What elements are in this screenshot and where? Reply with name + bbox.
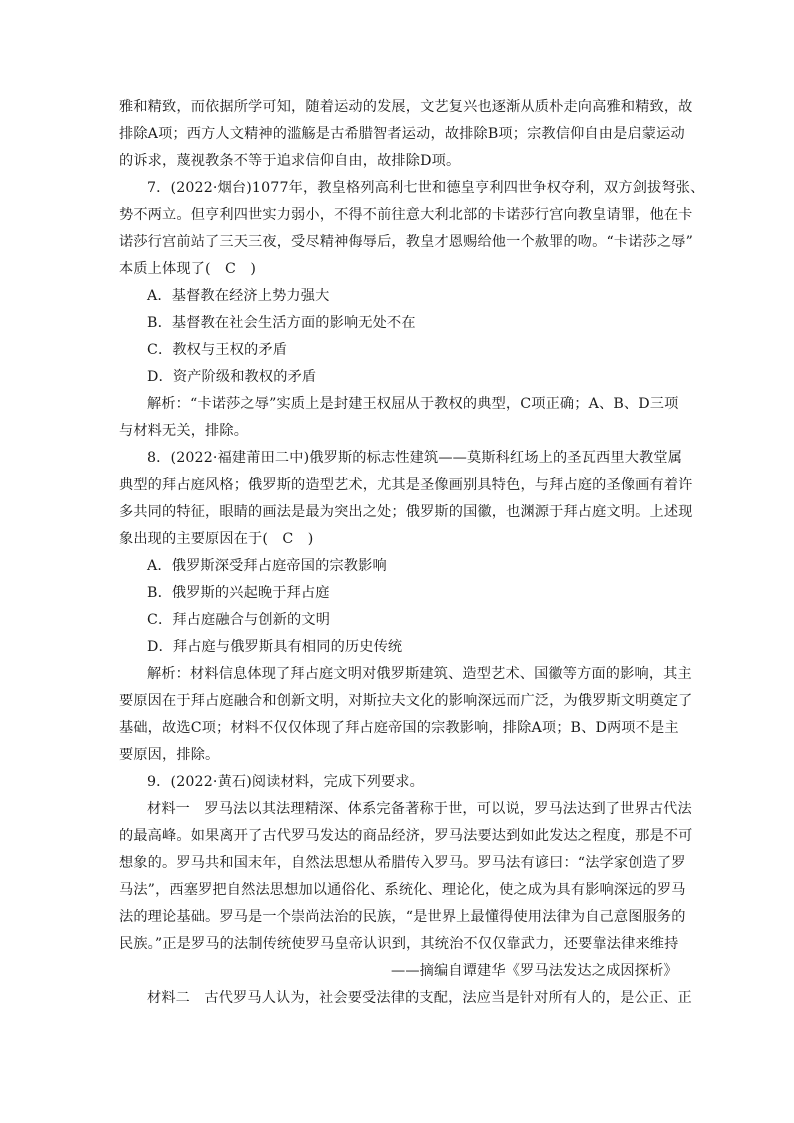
material-1-source: ——摘编自谭建华《罗马法发达之成因探析》 <box>391 963 678 979</box>
option-c: C．拜占庭融合与创新的文明 <box>147 612 331 628</box>
material-2: 材料二 古代罗马人认为，社会要受法律的支配，法应当是针对所有人的，是公正、正 <box>147 990 692 1006</box>
analysis-8: 解析：材料信息体现了拜占庭文明对俄罗斯建筑、造型艺术、国徽等方面的影响，其主 <box>147 666 692 682</box>
text-line: 的最高峰。如果离开了古代罗马发达的商品经济，罗马法要达到如此发达之程度，那是不可 <box>119 828 693 844</box>
question-9-stem: 9．(2022·黄石)阅读材料，完成下列要求。 <box>147 774 424 790</box>
material-1: 材料一 罗马法以其法理精深、体系完备著称于世，可以说，罗马法达到了世界古代法 <box>147 801 692 817</box>
option-d: D．拜占庭与俄罗斯具有相同的历史传统 <box>147 639 403 655</box>
text-line: 法的理论基础。罗马是一个崇尚法治的民族，“是世界上最懂得使用法律为自己意图服务的 <box>119 909 686 925</box>
question-8-answer-line: 象出现的主要原因在于( C ) <box>119 531 314 547</box>
text-line: 要原因在于拜占庭融合和创新文明，对斯拉夫文化的影响深远而广泛，为俄罗斯文明奠定了 <box>119 693 693 709</box>
text-line: 想象的。罗马共和国末年，自然法思想从希腊传入罗马。罗马法有谚曰：“法学家创造了罗 <box>119 855 686 871</box>
option-a: A．俄罗斯深受拜占庭帝国的宗教影响 <box>147 558 387 574</box>
text-line: 排除A项；西方人文精神的滥觞是古希腊智者运动，故排除B项；宗教信仰自由是启蒙运动 <box>119 126 685 142</box>
question-8-stem: 8．(2022·福建莆田二中)俄罗斯的标志性建筑——莫斯科红场上的圣瓦西里大教堂属 <box>147 450 683 466</box>
option-d: D．资产阶级和教权的矛盾 <box>147 369 317 385</box>
text-line: 诺莎行宫前站了三天三夜，受尽精神侮辱后，教皇才恩赐给他一个赦罪的吻。“卡诺莎之辱” <box>119 234 693 250</box>
text-line: 的诉求，蔑视教条不等于追求信仰自由，故排除D项。 <box>119 153 461 169</box>
question-7-answer-line: 本质上体现了( C ) <box>119 261 257 277</box>
option-b: B．基督教在社会生活方面的影响无处不在 <box>147 315 416 331</box>
option-c: C．教权与王权的矛盾 <box>147 342 288 358</box>
option-b: B．俄罗斯的兴起晚于拜占庭 <box>147 585 330 601</box>
text-line: 典型的拜占庭风格；俄罗斯的造型艺术，尤其是圣像画别具特色，与拜占庭的圣像画有着许 <box>119 477 693 493</box>
text-line: 多共同的特征，眼睛的画法是最为突出之处；俄罗斯的国徽，也渊源于拜占庭文明。上述现 <box>119 504 693 520</box>
text-line: 要原因，排除。 <box>119 747 220 763</box>
text-line: 势不两立。但亨利四世实力弱小，不得不前往意大利北部的卡诺莎行宫向教皇请罪，他在卡 <box>119 207 693 223</box>
question-7-stem: 7．(2022·烟台)1077年，教皇格列高利七世和德皇亨利四世争权夺利，双方剑拔弩张、 <box>147 180 705 196</box>
text-line: 基础，故选C项；材料不仅仅体现了拜占庭帝国的宗教影响，排除A项；B、D两项不是主 <box>119 720 679 736</box>
text-line: 与材料无关，排除。 <box>119 423 249 439</box>
text-line: 马法”，西塞罗把自然法思想加以通俗化、系统化、理论化，使之成为具有影响深远的罗马 <box>119 882 686 898</box>
analysis-7: 解析：“卡诺莎之辱”实质上是封建王权屈从于教权的典型，C项正确；A、B、D三项 <box>147 396 679 412</box>
text-line: 雅和精致，而依据所学可知，随着运动的发展，文艺复兴也逐渐从质朴走向高雅和精致，故 <box>119 99 693 115</box>
option-a: A．基督教在经济上势力强大 <box>147 288 330 304</box>
text-line: 民族。”正是罗马的法制传统使罗马皇帝认识到，其统治不仅仅靠武力，还要靠法律来维持 <box>119 936 679 952</box>
